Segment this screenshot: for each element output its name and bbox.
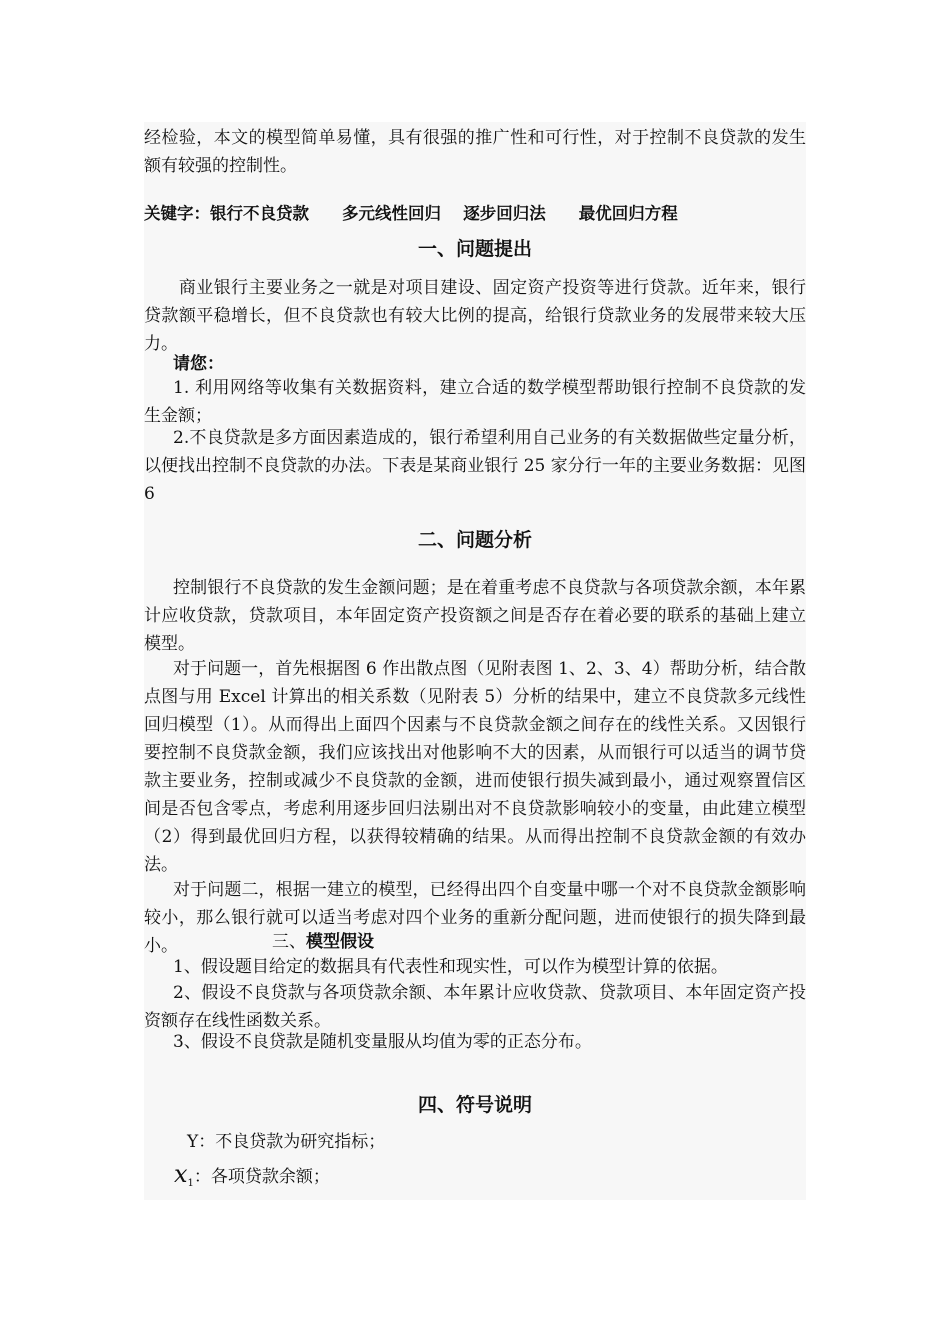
section-1-paragraph: 商业银行主要业务之一就是对项目建设、固定资产投资等进行贷款。近年来，银行贷款额平稳增长，但不良贷款也有较大比例的提高，给银行贷款业务的发展带来较大压力。 [144,278,806,354]
x-symbol: x [174,1160,188,1188]
section-2-title: 二、问题分析 [417,529,532,551]
ask-label: 请您： [173,354,224,374]
question-2: 2.不良贷款是多方面因素造成的，银行希望利用自己业务的有关数据做些定量分析，以便找出控制不良贷款的办法。下表是某商业银行 25 家分行一年的主要业务数据：见图 6 [144,428,806,504]
section-3-title-prefix: 三、 [272,932,306,952]
symbol-x1-definition [144,1158,806,1200]
section-2-paragraph-3: 对于问题二，根据一建立的模型，已经得出四个自变量中哪一个对不良贷款金额影响较小，那么银行就可以适当考虑对四个业务的重新分配问题，进而使银行的损失降到最小。 [144,880,806,956]
symbol-y-definition: Y：不良贷款为研究指标； [187,1132,386,1152]
section-4-title: 四、符号说明 [417,1094,532,1116]
section-2-paragraph-2: 对于问题一，首先根据图 6 作出散点图（见附表图 1、2、3、4）帮助分析，结合散点图与用 Excel 计算出的相关系数（见附表 5）分析的结果中，建立不良贷款多元线性回归模型（1）。从而得出上面四个因素与不良贷款金额之间存在的线性关系。又因银行要控制不良贷款金额，我们应该找出对他影响不大的因素，从而银行可以适当的调节贷款主要业务，控制或减少不良贷款的金额，进而使银行损失减到最小，通过观察置信区间是否包含零点，考虑利用逐步回归法剔出对不良贷款影响较小的变量，由此建立模型（2）得到最优回归方程，以获得较精确的结果。从而得出控制不良贷款金额的有效办法。 [144,659,806,875]
section-3-title-main: 模型假设 [306,932,374,952]
abstract-tail: 经检验，本文的模型简单易懂，具有很强的推广性和可行性，对于控制不良贷款的发生额有较强的控制性。 [144,128,806,176]
x1-definition-text: ：各项贷款余额； [193,1167,330,1187]
assumption-3: 3、假设不良贷款是随机变量服从均值为零的正态分布。 [173,1032,592,1052]
x-subscript: 1 [187,1178,194,1189]
assumption-1: 1、假设题目给定的数据具有代表性和现实性，可以作为模型计算的依据。 [173,957,728,977]
assumption-2: 2、假设不良贷款与各项贷款余额、本年累计应收贷款、贷款项目、本年固定资产投资额存在线性函数关系。 [144,983,806,1031]
keywords-line: 关键字：银行不良贷款 多元线性回归 逐步回归法 最优回归方程 [144,204,678,223]
section-1-title: 一、问题提出 [417,238,532,260]
document-page [144,122,806,1200]
section-3-title [144,928,806,956]
question-1: 1. 利用网络等收集有关数据资料，建立合适的数学模型帮助银行控制不良贷款的发生金额； [144,378,806,426]
section-2-paragraph-1: 控制银行不良贷款的发生金额问题；是在着重考虑不良贷款与各项贷款余额，本年累计应收贷款，贷款项目，本年固定资产投资额之间是否存在着必要的联系的基础上建立模型。 [144,578,806,654]
